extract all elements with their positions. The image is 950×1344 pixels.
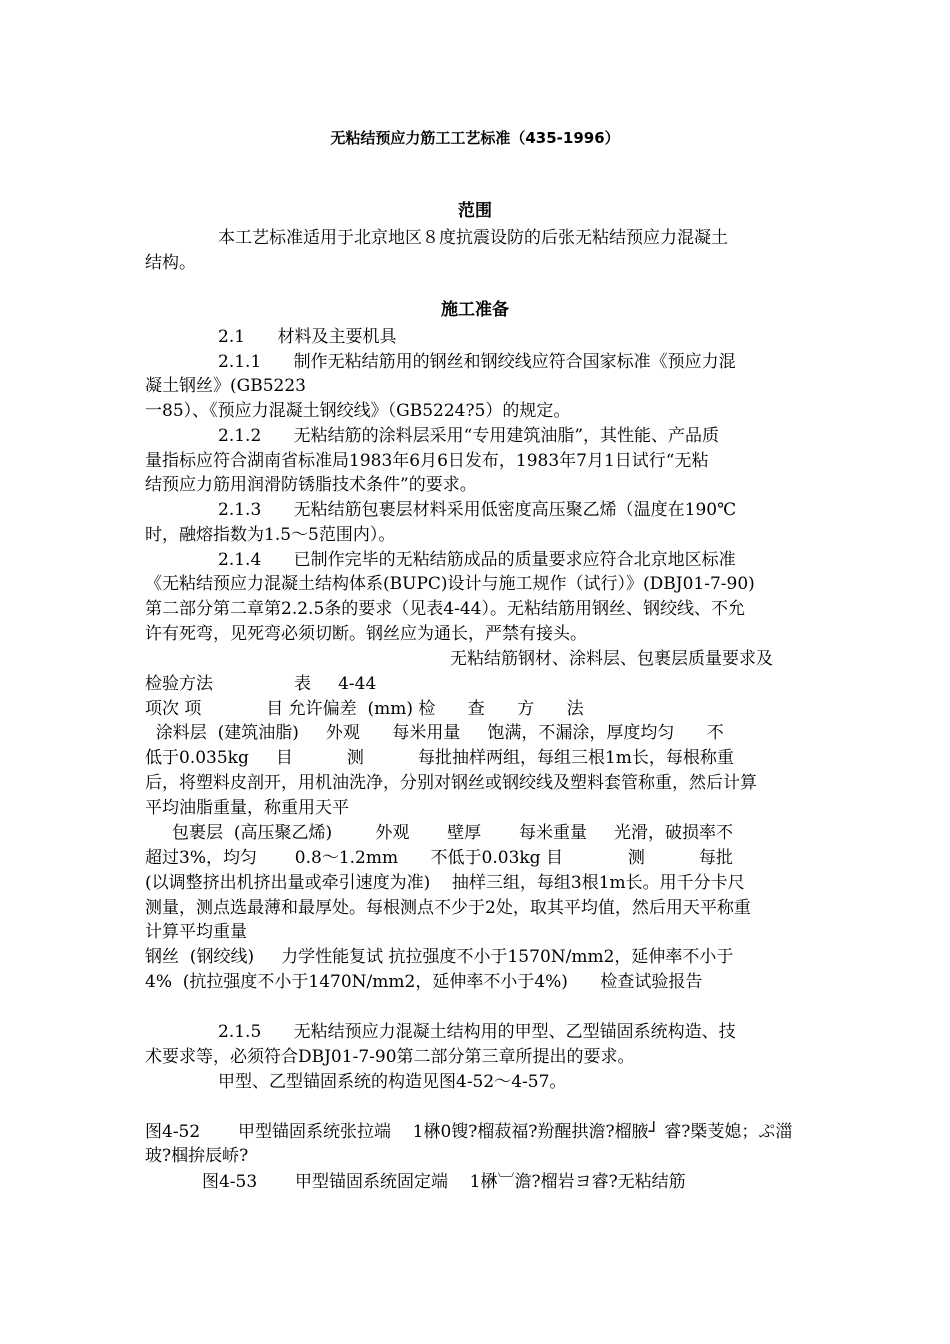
- section-heading-preparation: 施工准备: [441, 300, 509, 320]
- table-row-text: 包裹层 (高压聚乙烯) 外观 壁厚 每米重量 光滑，破损率不: [145, 823, 733, 843]
- paragraph-line: 量指标应符合湖南省标准局1983年6月6日发布，1983年7月1日试行“无粘: [145, 451, 709, 471]
- table-row-text: 4% (抗拉强度不小于1470N/mm2，延伸率不小于4%) 检查试验报告: [145, 972, 703, 992]
- paragraph-line: 一85）、《预应力混凝土钢绞线》（GB5224?5）的规定。: [145, 401, 571, 421]
- paragraph-line: 术要求等，必须符合DBJ01-7-90第二部分第三章所提出的要求。: [145, 1047, 635, 1067]
- table-row-text: 计算平均重量: [145, 922, 247, 942]
- table-row-text: 后，将塑料皮剖开，用机油洗净，分别对钢丝或钢绞线及塑料套管称重，然后计算: [145, 773, 757, 793]
- paragraph-line: 结预应力筋用润滑防锈脂技术条件”的要求。: [145, 475, 477, 495]
- paragraph-line: 时，融熔指数为1.5～5范围内）。: [145, 525, 396, 545]
- paragraph-line: 《无粘结预应力混凝土结构体系(BUPC)设计与施工规作（试行）》(DBJ01-7-90): [145, 574, 755, 594]
- paragraph-line: 2.1.2 无粘结筋的涂料层采用“专用建筑油脂”，其性能、产品质: [218, 426, 720, 446]
- paragraph-line: 第二部分第二章第2.2.5条的要求（见表4-44）。无粘结筋用钢丝、钢绞线、不允: [145, 599, 745, 619]
- paragraph-line: 2.1.3 无粘结筋包裹层材料采用低密度高压聚乙烯（温度在190℃: [218, 500, 737, 520]
- table-row-text: 平均油脂重量，称重用天平: [145, 798, 349, 818]
- figure-caption: 图4-52 甲型锚固系统张拉端 1楙0锼?榴菽福?羒醒拱澹?榴腋┘ 睿?槩芰媳；ぷ湽玻?椢拚辰峤?: [145, 1122, 793, 1166]
- table-row-text: 测量，测点选最薄和最厚处。每根测点不少于2处，取其平均值，然后用天平称重: [145, 898, 751, 918]
- paragraph-line: 本工艺标准适用于北京地区８度抗震设防的后张无粘结预应力混凝土: [218, 228, 728, 248]
- paragraph-line: 2.1.5 无粘结预应力混凝土结构用的甲型、乙型锚固系统构造、技: [218, 1022, 736, 1042]
- table-caption: 检验方法 表 4-44: [145, 674, 377, 694]
- table-row-text: 涂料层 (建筑油脂) 外观 每米用量 饱满，不漏涂，厚度均匀 不: [145, 723, 724, 743]
- table-caption: 无粘结筋钢材、涂料层、包裹层质量要求及: [450, 649, 773, 669]
- table-row-text: 超过3%，均匀 0.8～1.2mm 不低于0.03kg 目 测 每批: [145, 848, 733, 868]
- document-title: 无粘结预应力筋工工艺标准（435-1996）: [330, 129, 620, 147]
- paragraph-line: 2.1.4 已制作完毕的无粘结筋成品的质量要求应符合北京地区标准: [218, 550, 736, 570]
- paragraph-line: 许有死弯，见死弯必须切断。钢丝应为通长，严禁有接头。: [145, 624, 587, 644]
- paragraph-line: 凝土钢丝》(GB5223: [145, 376, 306, 396]
- figure-caption: 图4-53 甲型锚固系统固定端 1楙︺澹?榴岩ヨ睿?无粘结筋: [202, 1172, 686, 1192]
- paragraph-line: 甲型、乙型锚固系统的构造见图4-52～4-57。: [218, 1072, 567, 1092]
- table-row-text: 低于0.035kg 目 测 每批抽样两组，每组三根1m长，每根称重: [145, 748, 734, 768]
- table-row-text: (以调整挤出机挤出量或牵引速度为准) 抽样三组，每组3根1m长。用千分卡尺: [145, 873, 745, 893]
- table-row-text: 钢丝 (钢绞线) 力学性能复试 抗拉强度不小于1570N/mm2，延伸率不小于: [145, 947, 734, 967]
- paragraph-line: 结构。: [145, 253, 196, 273]
- table-header: 项次 项 目 允许偏差 (mm) 检 查 方 法: [145, 699, 584, 719]
- section-heading-scope: 范围: [458, 201, 492, 221]
- paragraph-line: 2.1.1 制作无粘结筋用的钢丝和钢绞线应符合国家标准《预应力混: [218, 352, 736, 372]
- paragraph-line: 2.1 材料及主要机具: [218, 327, 397, 347]
